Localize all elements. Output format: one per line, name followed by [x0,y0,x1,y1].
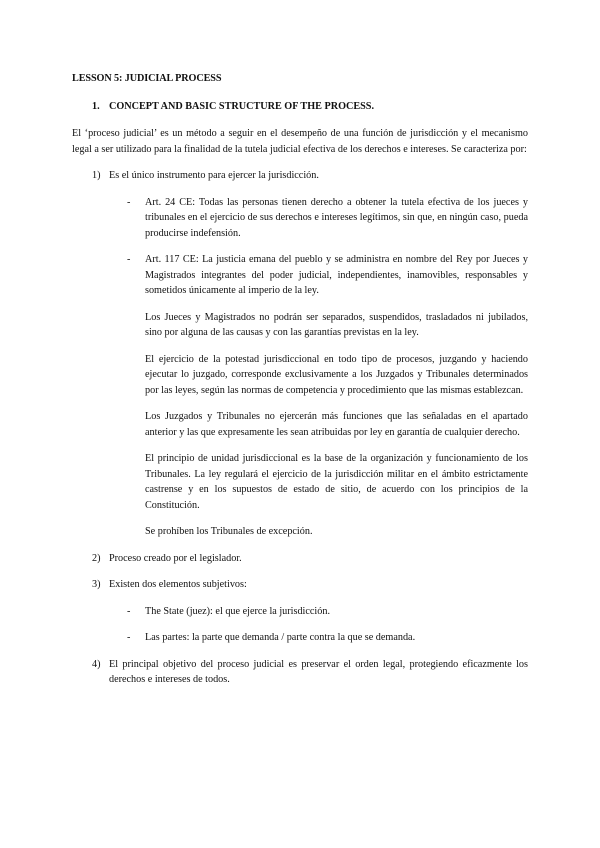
dash-bullet: - [127,605,131,617]
sub-item-state [127,604,528,620]
list-number: 4) [92,658,101,670]
art117-paragraph: El principio de unidad jurisdiccional es la base de la organización y funcionamiento de los Tribunales. La ley regulará el ejercicio de la jurisdicción militar en el ámbito estrictamente castrense y en los supuestos de estado de sitio, de acuerdo con los principios de la Constitución. [145,453,528,511]
art117-paragraph: Los Jueces y Magistrados no podrán ser separados, suspendidos, trasladados ni jubilados, sino por alguna de las causas y con las garantías previstas en la ley. [145,311,528,338]
list-text: Proceso creado por el legislador. [109,552,242,564]
sub-item-text: Art. 117 CE: La justicia emana del pueblo y se administra en nombre del Rey por Jueces y Magistrados integrantes del poder judicial, independientes, inamovibles, responsables y sometidos únicamente al imperio de la ley. [145,254,528,296]
list-text: Es el único instrumento para ejercer la jurisdicción. [109,170,319,181]
list-item-1 [92,168,528,184]
sub-item-text: Art. 24 CE: Todas las personas tienen derecho a obtener la tutela efectiva de los jueces y tribunales en el ejercicio de sus derechos e intereses legítimos, sin que, en ningún caso, pueda producirse indefensión. [145,196,528,239]
list-item-2 [92,551,528,567]
art117-paragraph: Los Juzgados y Tribunales no ejercerán más funciones que las señaladas en el apartado anterior y las que expresamente les sean atribuidas por ley en garantía de cualquier derecho. [145,411,528,438]
art117-paragraph: El ejercicio de la potestad jurisdiccional en todo tipo de procesos, juzgando y haciendo ejecutar lo juzgado, corresponde exclusivamente a los Juzgados y Tribunales determinados por las leyes, según las normas de competencia y procedimiento que las mismas establezcan. [145,353,528,396]
section-title: CONCEPT AND BASIC STRUCTURE OF THE PROCESS. [109,100,375,112]
list-number: 2) [92,552,101,564]
list-item-4 [92,657,528,688]
dash-bullet: - [127,254,131,265]
sub-item-art24 [127,195,528,242]
sub-item-text: The State (juez): el que ejerce la jurisdicción. [145,605,330,617]
section-heading [92,99,528,115]
sub-item-text: Las partes: la parte que demanda / parte contra la que se demanda. [145,632,416,643]
list-text: Existen dos elementos subjetivos: [109,579,247,590]
dash-bullet: - [127,196,131,208]
intro-paragraph: El ‘proceso judicial’ es un método a seguir en el desempeño de una función de jurisdicción y el mecanismo legal a ser utilizado para la finalidad de la tutela judicial efectiva de los derechos e intereses. Se caracteriza por: [72,128,528,155]
lesson-title: LESSON 5: JUDICIAL PROCESS [72,73,222,84]
list-number: 3) [92,579,101,590]
sub-item-partes [127,630,528,646]
list-item-3 [92,577,528,593]
sub-item-art117 [127,252,528,299]
art117-paragraph: Se prohíben los Tribunales de excepción. [145,526,313,537]
list-number: 1) [92,170,101,181]
dash-bullet: - [127,632,131,643]
list-text: El principal objetivo del proceso judicial es preservar el orden legal, protegiendo eficazmente los derechos e intereses de todos. [109,658,528,685]
section-number: 1. [92,100,100,112]
